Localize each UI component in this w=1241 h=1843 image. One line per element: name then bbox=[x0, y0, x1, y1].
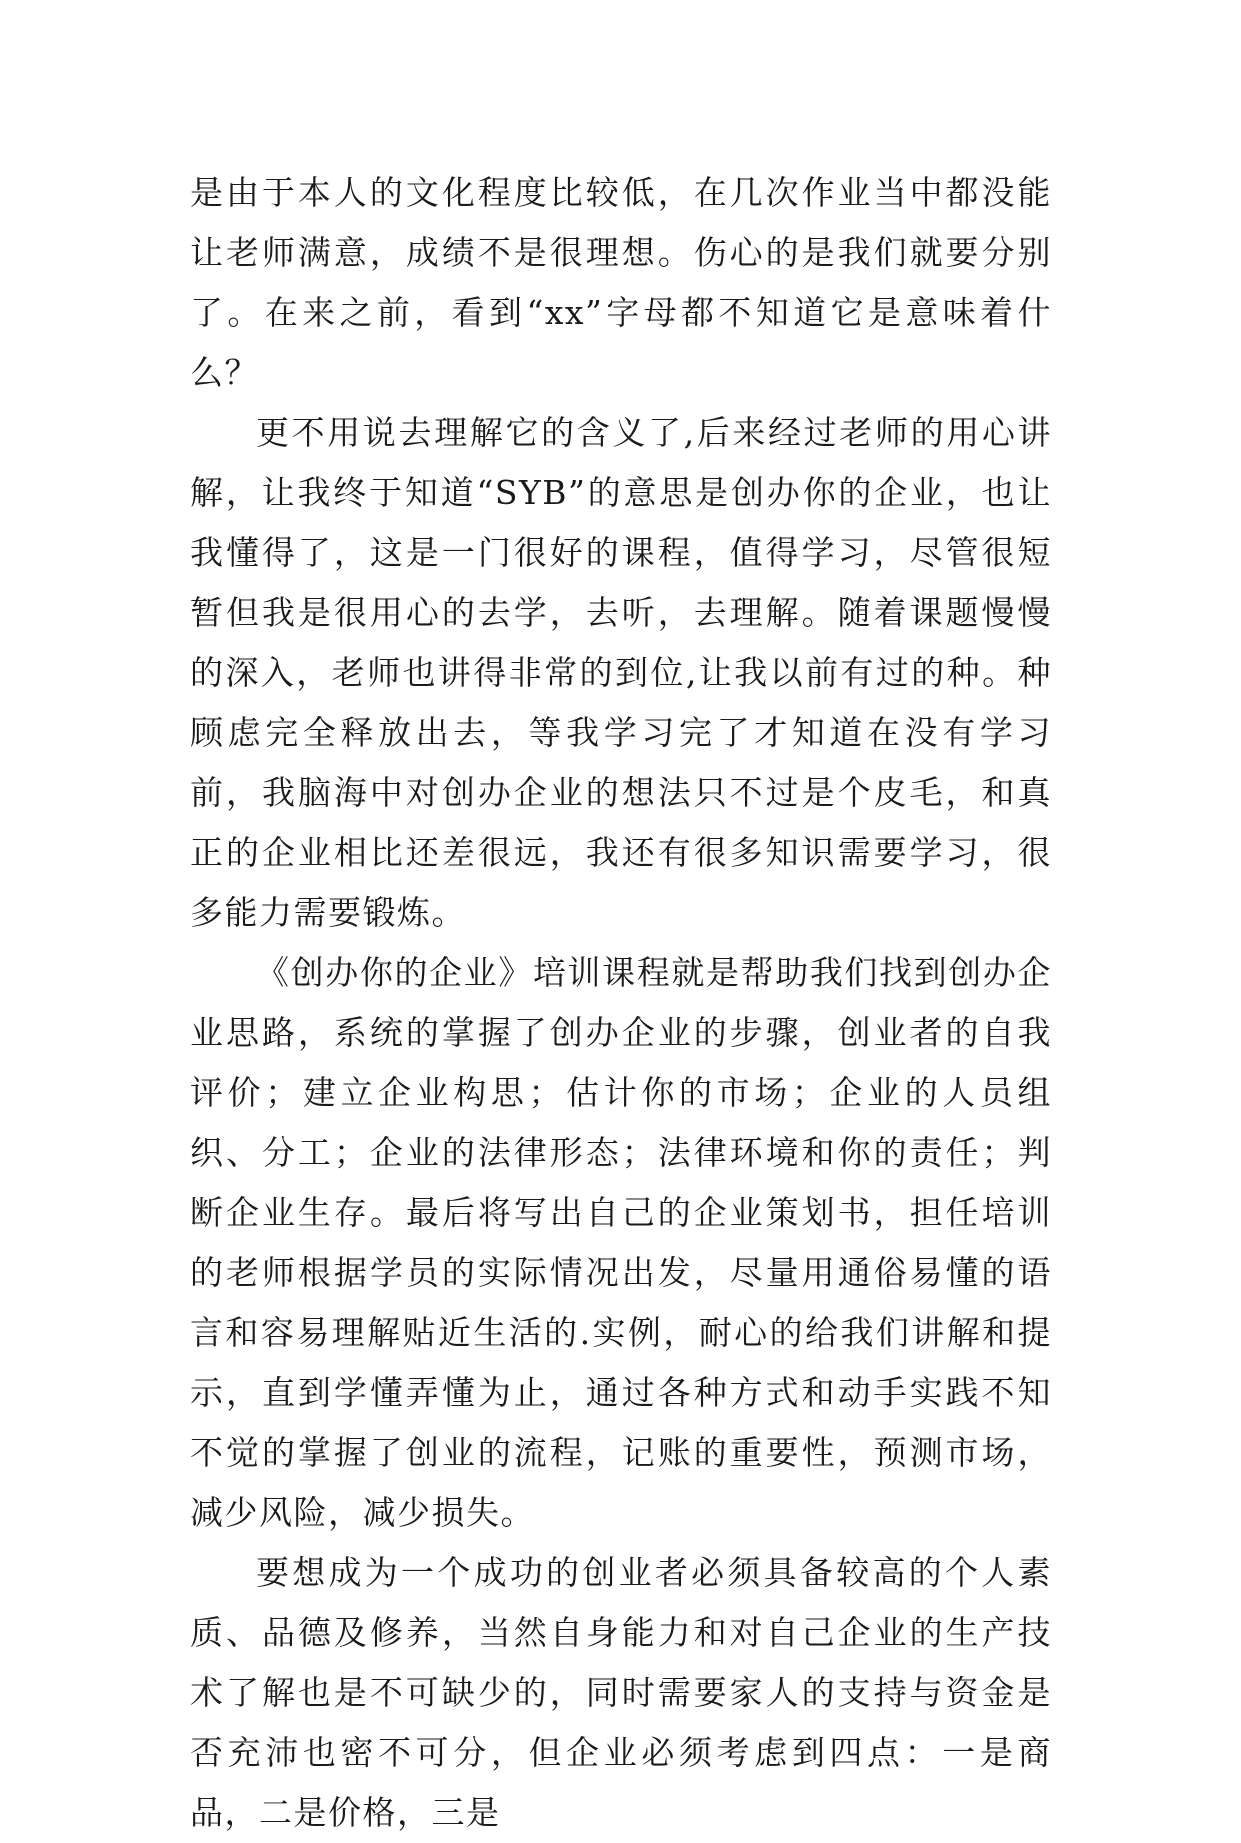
paragraph-course-content: 《创办你的企业》培训课程就是帮助我们找到创办企业思路，系统的掌握了创办企业的步骤，创业者的自我评价；建立企业构思；估计你的市场；企业的人员组织、分工；企业的法律形态；法律环境和你的责任；判断企业生存。最后将写出自己的企业策划书，担任培训的老师根据学员的实际情况出发，尽量用通俗易懂的语言和容易理解贴近生活的.实例，耐心的给我们讲解和提示，直到学懂弄懂为止，通过各种方式和动手实践不知不觉的掌握了创业的流程，记账的重要性，预测市场，减少风险，减少损失。 bbox=[190, 953, 1052, 1532]
document-body bbox=[190, 163, 1052, 1843]
paragraph-continuation: 是由于本人的文化程度比较低，在几次作业当中都没能让老师满意，成绩不是很理想。伤心的是我们就要分别了。在来之前，看到“xx”字母都不知道它是意味着什么？ bbox=[190, 173, 1052, 392]
paragraph-syb-meaning: 更不用说去理解它的含义了,后来经过老师的用心讲解，让我终于知道“SYB”的意思是创办你的企业，也让我懂得了，这是一门很好的课程，值得学习，尽管很短暂但我是很用心的去学，去听，去理解。随着课题慢慢的深入，老师也讲得非常的到位,让我以前有过的种。种顾虑完全释放出去，等我学习完了才知道在没有学习前，我脑海中对创办企业的想法只不过是个皮毛，和真正的企业相比还差很远，我还有很多知识需要学习，很多能力需要锻炼。 bbox=[190, 413, 1052, 932]
paragraph-entrepreneur-qualities: 要想成为一个成功的创业者必须具备较高的个人素质、品德及修养，当然自身能力和对自己企业的生产技术了解也是不可缺少的，同时需要家人的支持与资金是否充沛也密不可分，但企业必须考虑到四点：一是商品，二是价格，三是 bbox=[190, 1553, 1052, 1832]
